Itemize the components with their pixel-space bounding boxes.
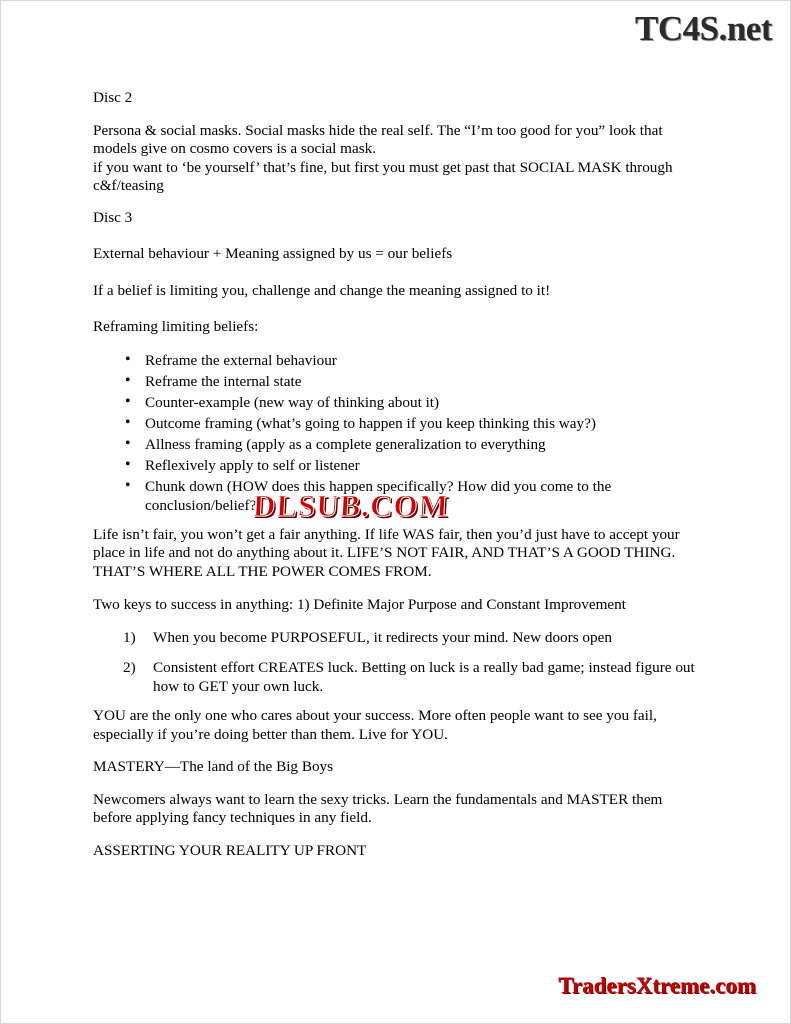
heading-asserting-reality: ASSERTING YOUR REALITY UP FRONT	[93, 841, 367, 859]
list-item: • Reframe the external behaviour	[145, 351, 700, 370]
list-item: • Outcome framing (what’s going to happen if you keep thinking this way?)	[145, 414, 700, 433]
list-item: • Allness framing (apply as a complete generalization to everything	[145, 435, 700, 454]
success-keys-list	[93, 628, 700, 696]
heading-disc-3: Disc 3	[93, 208, 133, 226]
watermark-bottom-right: TradersXtreme.com	[558, 973, 756, 998]
list-item: When you become PURPOSEFUL, it redirects your mind. New doors open	[153, 629, 612, 647]
paragraph-newcomers: Newcomers always want to learn the sexy tricks. Learn the fundamentals and MASTER them before applying fancy techniques in any field.	[93, 790, 663, 827]
watermark-center: DLSUB.COM	[252, 488, 450, 523]
paragraph-two-keys: Two keys to success in anything: 1) Definite Major Purpose and Constant Improvement	[93, 595, 626, 613]
list-item: • Reflexively apply to self or listener	[145, 456, 700, 475]
paragraph-life-fair: Life isn’t fair, you won’t get a fair anything. If life WAS fair, then you’d just have to accept your place in life and not do anything about it. LIFE’S NOT FAIR, AND THAT’S A GOOD THING. THAT’S WHERE ALL THE POWER COMES FROM.	[93, 525, 680, 581]
list-item: • Counter-example (new way of thinking about it)	[145, 393, 700, 412]
list-item: • Chunk down (HOW does this happen specifically? How did you come to the conclusion/belief?)	[145, 477, 700, 515]
paragraph-be-yourself-text: if you want to ‘be yourself’ that’s fine, but first you must get past that SOCIAL MASK through c&f/teasing	[93, 158, 673, 195]
paragraph-persona-text: Persona & social masks. Social masks hide the real self. The “I’m too good for you” look that models give on cosmo covers is a social mask.	[93, 121, 663, 158]
heading-reframing: Reframing limiting beliefs:	[93, 318, 259, 336]
list-item: • Reframe the internal state	[145, 372, 700, 391]
paragraph-beliefs-formula: External behaviour + Meaning assigned by us = our beliefs	[93, 245, 453, 263]
paragraph-mastery: MASTERY—The land of the Big Boys	[93, 758, 334, 776]
document-body	[93, 89, 700, 874]
heading-disc-2: Disc 2	[93, 89, 133, 106]
watermark-top-right: TC4S.net	[635, 9, 772, 48]
paragraph-limiting-belief: If a belief is limiting you, challenge and change the meaning assigned to it!	[93, 281, 551, 299]
paragraph-you-only-one: YOU are the only one who cares about your success. More often people want to see you fail, especially if you’re doing better than them. Live for YOU.	[93, 707, 657, 743]
paragraph-persona	[93, 122, 700, 196]
list-item: Consistent effort CREATES luck. Betting on luck is a really bad game; instead figure out how to GET your own luck.	[153, 659, 695, 696]
